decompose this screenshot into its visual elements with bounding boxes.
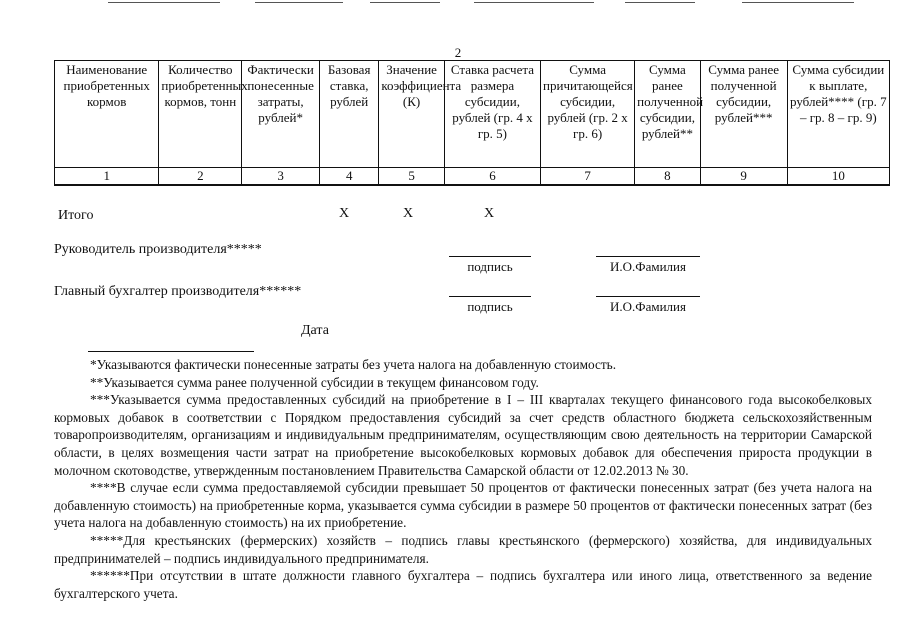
head-signature-caption: подпись [467, 259, 513, 274]
head-signature-line [449, 256, 531, 257]
column-header: Ставка расчета размера субсидии, рублей (гр. 4 х гр. 5) [444, 61, 540, 168]
column-number: 2 [159, 168, 242, 186]
column-header: Количество приобретенных кормов, тонн [159, 61, 242, 168]
column-header: Наименование приобретенных кормов [55, 61, 159, 168]
totals-mark-col6: Х [484, 206, 495, 221]
footnote: ******При отсутствии в штате должности главного бухгалтера – подпись бухгалтера или иного лица, ответственного за ведение бухгалтерского учета. [54, 568, 872, 601]
column-header: Сумма причитающейся субсидии, рублей (гр. 2 х гр. 6) [541, 61, 635, 168]
column-number: 6 [444, 168, 540, 186]
footnote: *****Для крестьянских (фермерских) хозяйств – подпись главы крестьянского (фермерского) хозяйства, для индивидуальных предпринимателей – подпись индивидуального предпринимателя. [54, 532, 872, 566]
accountant-signer-label: Главный бухгалтер производителя****** [54, 284, 302, 299]
scan-top-rule [474, 2, 594, 3]
scan-top-rule [108, 2, 220, 3]
footnote: **Указывается сумма ранее полученной субсидии в текущем финансовом году. [90, 374, 539, 390]
column-header: Сумма ранее полученной субсидии, рублей*** [700, 61, 787, 168]
column-header: Сумма субсидии к выплате, рублей**** (гр. 7 – гр. 8 – гр. 9) [787, 61, 889, 168]
accountant-name-caption: И.О.Фамилия [610, 299, 686, 314]
head-signer-label: Руководитель производителя***** [54, 242, 262, 257]
column-header: Значение коэффициента (К) [379, 61, 444, 168]
scan-top-rule [625, 2, 695, 3]
scan-top-rule [370, 2, 440, 3]
column-number: 10 [787, 168, 889, 186]
table-header-row [55, 61, 890, 168]
page-number: 2 [454, 45, 462, 60]
footnote-separator [88, 351, 254, 352]
column-number: 1 [55, 168, 159, 186]
totals-mark-col5: Х [403, 206, 414, 221]
column-number: 3 [242, 168, 320, 186]
footnote: ***Указывается сумма предоставленных субсидий на приобретение в I – III кварталах текущего финансового года высокобелковых кормовых добавок в соответствии с Порядком предоставления субсидий за счет средств областного бюджета сельскохозяйственным товаропроизводителям, организациям и индивидуальным предпринимателям, осуществляющим свою деятельность на территории Самарской области, в целях возмещения части затрат на приобретение высокобелковых кормовых добавок для обеспечения прироста продукции в молочном скотоводстве, утвержденным постановлением Правительства Самарской области от 12.02.2013 № 30. [54, 392, 872, 478]
subsidy-table [54, 60, 890, 186]
column-number: 7 [541, 168, 635, 186]
date-label: Дата [301, 323, 329, 338]
column-header: Фактически понесенные затраты, рублей* [242, 61, 320, 168]
totals-mark-col4: Х [339, 206, 350, 221]
accountant-signature-caption: подпись [467, 299, 513, 314]
column-number: 4 [320, 168, 379, 186]
scan-top-rule [255, 2, 343, 3]
footnote: ****В случае если сумма предоставляемой субсидии превышает 50 процентов от фактически понесенных затрат (без учета налога на добавленную стоимость) на приобретенные корма, указывается сумма субсидии в размере 50 процентов от фактически понесенных затрат (без учета налога на добавленную стоимость) на их приобретение. [54, 480, 872, 531]
footnotes [54, 356, 872, 602]
column-number: 8 [635, 168, 700, 186]
column-number: 9 [700, 168, 787, 186]
column-header: Сумма ранее полученной субсидии, рублей** [635, 61, 700, 168]
totals-label: Итого [58, 208, 94, 223]
column-header: Базовая ставка, рублей [320, 61, 379, 168]
accountant-signature-line [449, 296, 531, 297]
scan-top-rule [742, 2, 854, 3]
accountant-name-line [596, 296, 700, 297]
footnote: *Указываются фактически понесенные затраты без учета налога на добавленную стоимость. [90, 357, 617, 372]
column-number: 5 [379, 168, 444, 186]
column-number-row [55, 168, 890, 186]
head-name-caption: И.О.Фамилия [610, 259, 686, 274]
head-name-line [596, 256, 700, 257]
